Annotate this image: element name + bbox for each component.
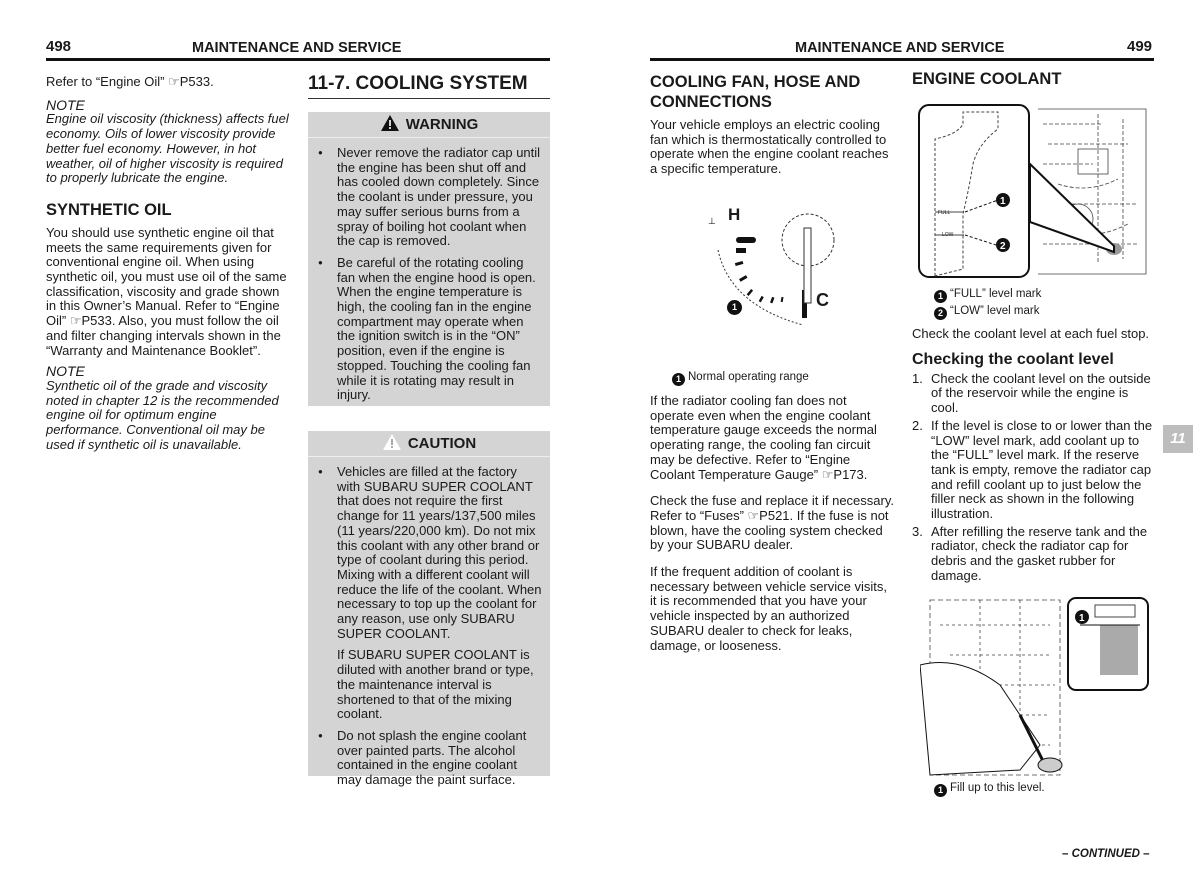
left-column xyxy=(46,75,290,464)
gauge-hot-label: H xyxy=(728,205,741,224)
svg-text:2: 2 xyxy=(1000,241,1006,252)
header-rule xyxy=(650,58,1154,61)
steps-list xyxy=(912,372,1156,584)
section-heading: COOLING FAN, HOSE AND CONNECTIONS xyxy=(650,73,861,111)
coolant-reservoir-illustration xyxy=(918,104,1150,278)
step-item: 1. Check the coolant level on the outside of the reservoir while the engine is cool. xyxy=(912,370,1151,416)
caution-triangle-icon xyxy=(382,433,402,460)
temperature-gauge-illustration xyxy=(690,200,870,330)
caution-box xyxy=(308,431,550,788)
page-number-right: 499 xyxy=(1127,38,1153,55)
body-text: If the frequent addition of coolant is necessary between vehicle service visits, it is recommended that you have your vehicle inspected by an authorized SUBARU dealer to check for leaks, damage, or looseness. xyxy=(650,564,887,653)
note-title: NOTE xyxy=(46,363,85,380)
header-rule xyxy=(46,58,550,61)
section-heading: ENGINE COOLANT xyxy=(912,70,1062,88)
coolant-column xyxy=(912,327,1156,587)
body-text: Your vehicle employs an electric cooling fan which is thermostatically controlled to operate when the engine coolant reaches a specific temperature. xyxy=(650,117,889,177)
caution-item: ● Vehicles are filled at the factory with SUBARU SUPER COOLANT that does not require the first change for 11 years/137,500 miles (11 years/220,000 km). Do not mix this coolant with any other brand or type of coolant during this period. Mixing with a different coolant will reduce the life of the coolant. When necessary to top up the coolant for any reason, use only SUBARU SUPER COOLANT. If SUBARU SUPER COOLANT is diluted with another brand or type, the maintenance interval is shortened to that of the mixing coolant. xyxy=(316,465,542,722)
radiator-fill-illustration xyxy=(920,595,1150,780)
fan-column xyxy=(650,72,894,189)
continued-label: – CONTINUED – xyxy=(1062,848,1150,860)
intro-text: Refer to “Engine Oil” ☞P533. xyxy=(46,74,214,89)
legend-item: 1 “FULL” level mark xyxy=(934,286,1041,303)
low-mark-label: LOW xyxy=(942,232,954,238)
warning-item: ● Never remove the radiator cap until the engine has been shut off and has cooled down completely. Since the coolant is under pressure, you may suffer serious burns from a spray of boiling hot coolant when the cap is removed. xyxy=(316,146,542,249)
reservoir-legend xyxy=(934,286,1041,320)
body-text: Check the coolant level at each fuel stop. xyxy=(912,326,1150,341)
warning-title: WARNING xyxy=(308,112,550,138)
callout-number: 1 xyxy=(727,300,742,315)
fan-column-continued xyxy=(650,394,894,665)
caution-subparagraph: If SUBARU SUPER COOLANT is diluted with another brand or type, the maintenance interval is shortened to that of the mixing coolant. xyxy=(337,647,534,722)
fill-caption: 1 Fill up to this level. xyxy=(934,781,1045,797)
chapter-section-title: 11-7. COOLING SYSTEM xyxy=(308,72,550,99)
svg-text:1: 1 xyxy=(1000,196,1006,207)
body-text: You should use synthetic engine oil that meets the same requirements given for conventional engine oil. When using synthetic oil, you must use oil of the same classification, viscosity and grade shown in this Owner’s Manual. Refer to “Engine Oil” ☞P533. Also, you must follow the oil and filter changing intervals shown in the “Warranty and Maintenance Booklet”. xyxy=(46,224,287,358)
body-text: If the radiator cooling fan does not operate even when the engine coolant temperature gauge exceeds the normal operating range, the cooling fan circuit may be defective. Refer to “Engine Coolant Temperature Gauge” ☞P173. xyxy=(650,393,877,482)
note-text: Synthetic oil of the grade and viscosity noted in chapter 12 is the recommended engine oil for optimum engine performance. Conventional oil may be used if synthetic oil is unavailable. xyxy=(46,377,279,452)
svg-text:⊥: ⊥ xyxy=(708,216,716,226)
caution-title: CAUTION xyxy=(308,431,550,457)
note-text: Engine oil viscosity (thickness) affects fuel economy. Oils of lower viscosity provide better fuel economy. However, in hot weather, oil of higher viscosity is required to properly lubricate the engine. xyxy=(46,111,289,186)
step-item: 2. If the level is close to or lower than the “LOW” level mark, add coolant up to the “FULL” level mark. If the reserve tank is empty, remove the radiator cap and refill coolant up to just below the filler neck as shown in the following illustration. xyxy=(912,417,1153,522)
step-item: 3. After refilling the reserve tank and the radiator, check the radiator cap for debris and the gasket rubber for damage. xyxy=(912,523,1148,583)
body-text: Check the fuse and replace it if necessary. Refer to “Fuses” ☞P521. If the fuse is not blown, have the cooling system checked by your SUBARU dealer. xyxy=(650,493,894,553)
legend-item: 2 “LOW” level mark xyxy=(934,303,1041,320)
section-heading: SYNTHETIC OIL xyxy=(46,200,172,219)
full-mark-label: FULL xyxy=(938,210,951,216)
running-header-left: MAINTENANCE AND SERVICE xyxy=(192,40,402,56)
gauge-caption: 1 Normal operating range xyxy=(672,370,809,386)
warning-item: ● Be careful of the rotating cooling fan when the engine hood is open. When the engine temperature is high, the cooling fan in the engine compartment may operate when the ignition switch is in the “ON” position, even if the engine is stopped. Touching the cooling fan while it is rotating may result in injury. xyxy=(316,256,542,403)
warning-triangle-icon xyxy=(380,114,400,141)
gauge-cold-label: C xyxy=(816,290,829,310)
running-header-right: MAINTENANCE AND SERVICE xyxy=(795,40,1005,56)
note-title: NOTE xyxy=(46,96,85,113)
chapter-tab[interactable]: 11 xyxy=(1163,425,1193,453)
caution-item: ● Do not splash the engine coolant over painted parts. The alcohol contained in the engine coolant may damage the paint surface. xyxy=(316,729,542,788)
subsection-heading: Checking the coolant level xyxy=(912,350,1114,368)
page-number-left: 498 xyxy=(46,38,72,55)
svg-text:1: 1 xyxy=(1079,613,1085,624)
warning-box xyxy=(308,112,550,406)
